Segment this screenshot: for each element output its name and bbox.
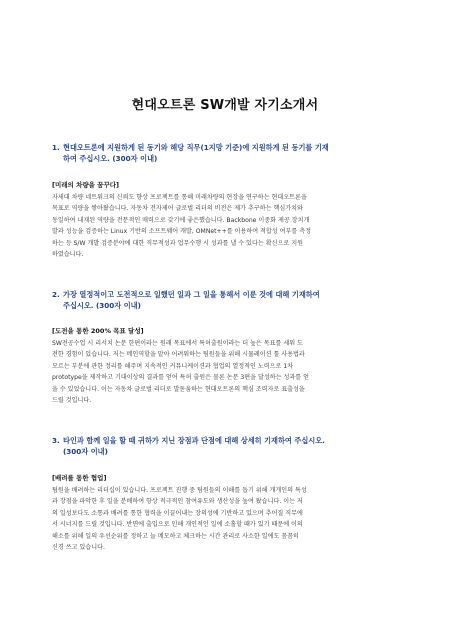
body-line: 과 장점을 파악한 후 일을 분배하여 항상 적극적인 참여유도와 생산성을 높여 왔습니다. 이는 저 — [52, 498, 303, 506]
body-line: 전한 경험이 있습니다. 저는 메인역할을 맡아 어려워하는 팀원들을 위해 시뮬레이션 툴 사용법과 — [52, 351, 305, 359]
question-1-number: 1. — [52, 143, 60, 152]
question-2-line1: 가장 열정적이고 도전적으로 일했던 일과 그 일을 통해서 이룬 것에 대해 기재하여 — [63, 290, 320, 299]
section-2-body — [52, 338, 402, 406]
body-line: 드릴 것입니다. — [52, 397, 92, 405]
body-line: 동일하여 내재된 역량을 전문적인 매력으로 갖기에 좋은했습니다. Backbone 이중화 제공 장치개 — [52, 216, 310, 224]
question-3-number: 3. — [52, 436, 60, 445]
section-2-subtitle: [도전을 통한 200% 목표 달성] — [52, 327, 144, 335]
question-2 — [52, 289, 407, 311]
body-line: 을 수 있었습니다. 이는 자동차 글로벌 리더로 발돋움하는 현대오트론의 핵심 조력자로 표출성을 — [52, 385, 305, 393]
question-1 — [52, 142, 407, 164]
question-3-line1: 타인과 함께 일을 할 때 귀하가 지닌 장점과 단점에 대해 상세히 기재하여 주십시오. — [63, 436, 325, 445]
section-1-subtitle: [미래의 차량을 꿈꾸다] — [52, 181, 119, 189]
question-1-line2: 하여 주십시오. (300자 이내) — [63, 154, 158, 163]
section-3-body — [52, 485, 402, 553]
body-line: 하였습니다. — [52, 251, 84, 259]
question-2-line2: 주십시오. (300자 이내) — [63, 301, 141, 310]
question-3 — [52, 435, 407, 457]
section-1-body — [52, 192, 402, 260]
section-3-subtitle: [배려를 통한 협업] — [52, 474, 107, 482]
body-line: 하는 등 S/W 개발 검증분야에 대한 직무적성과 업무수행 시 성과를 낼 수 있다는 확신으로 지원 — [52, 239, 303, 247]
body-line: 해소를 위해 일의 우선순위를 정하고 늘 메모하고 체크하는 시간 관리로 사소한 일에도 꼼꼼히 — [52, 532, 299, 540]
question-3-line2: (300자 이내) — [63, 447, 108, 456]
body-line: SW전공수업 시 리서치 논문 한편이라는 원래 목표에서 특허출원이라는 더 높은 목표를 세워 도 — [52, 340, 303, 347]
body-line: 의 일성보다도 소통과 배려를 통한 협력을 이끌어내는 장의성에 기반하고 있으며 추어질 직무에 — [52, 509, 303, 517]
body-line: 발과 성능을 검증하는 Linux 기반의 소프트웨어 개발, OMNet++를 이용하여 적합성 여부를 측정 — [52, 228, 311, 236]
body-line: 목표로 역량을 쌓아왔습니다. 자동차 전자제어 글로벌 리더의 비전은 제가 추구하는 핵심가치와 — [52, 205, 303, 213]
body-line: prototype을 제작하고 기대이상의 결과를 얻어 특허 출원은 물론 논문 3편을 달성하는 성과를 얻 — [52, 374, 309, 382]
question-2-number: 2. — [52, 290, 60, 299]
body-line: 서 시너지를 드릴 것입니다. 반면에 출입으로 인해 개인적인 일에 소홀할 때가 있기 때문에 이의 — [52, 521, 303, 529]
question-1-line1: 현대오트론에 지원하게 된 동기와 해당 직무(1지망 기준)에 지원하게 된 동기를 기재 — [63, 143, 329, 152]
body-line: 팀원을 배려하는 리더십이 있습니다. 프로젝트 진행 중 팀원들의 이해를 돕기 위해 개개인의 특성 — [52, 487, 307, 494]
body-line: 자세대 차량 네트워크의 신뢰도 향상 프로젝트를 통해 미래차량의 현장을 연구하는 현대오트론을 — [52, 194, 307, 201]
body-line: 신경 쓰고 있습니다. — [52, 544, 105, 552]
body-line: 모르는 부분에 관한 정리를 해주며 지속적인 커뮤니케이션과 협업의 열정적인 노력으로 1차 — [52, 362, 294, 370]
document-title: 현대오트론 SW개발 자기소개서 — [131, 98, 319, 113]
